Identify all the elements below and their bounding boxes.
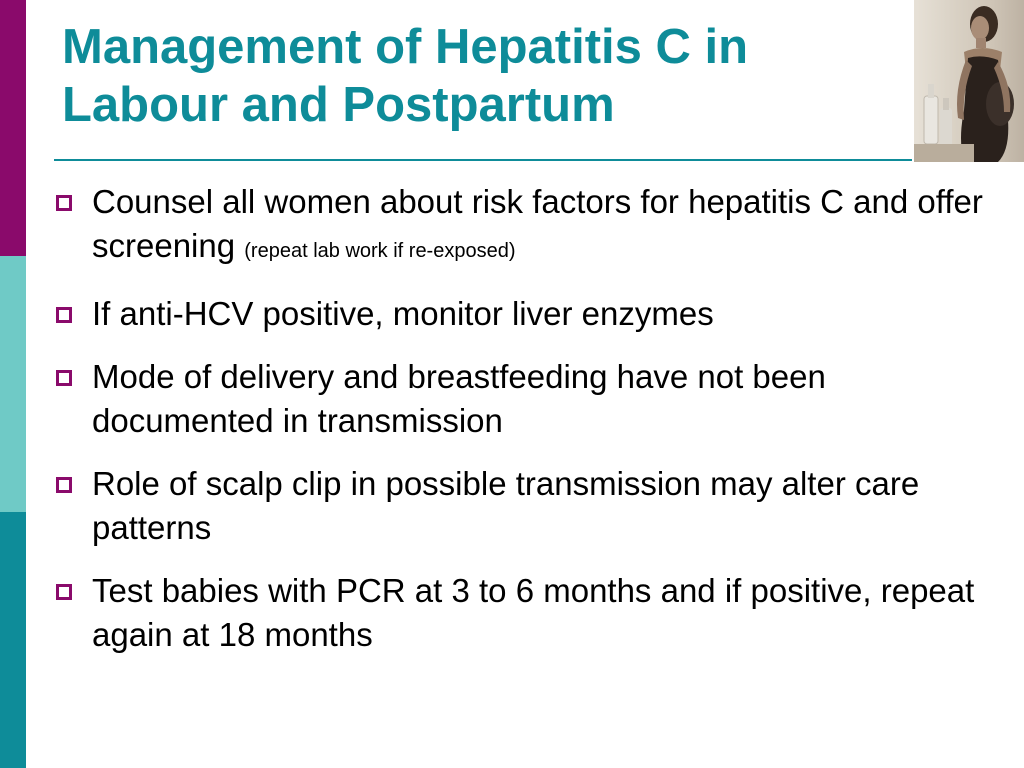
bullet-square-icon bbox=[56, 307, 72, 323]
bullet-item bbox=[54, 180, 984, 273]
bullet-item bbox=[54, 569, 984, 657]
bullet-text: Counsel all women about risk factors for hepatitis C and offer screening bbox=[92, 183, 983, 264]
title-divider bbox=[54, 159, 912, 161]
sidebar-stripe-light-teal bbox=[0, 256, 26, 512]
bullet-note: (repeat lab work if re-exposed) bbox=[244, 240, 516, 262]
bullet-list bbox=[54, 180, 984, 676]
bullet-square-icon bbox=[56, 584, 72, 600]
bullet-text: Mode of delivery and breastfeeding have not been documented in transmission bbox=[92, 358, 826, 439]
sidebar-stripe-teal bbox=[0, 512, 26, 768]
bullet-square-icon bbox=[56, 370, 72, 386]
bullet-item bbox=[54, 462, 984, 550]
pregnant-woman-photo bbox=[914, 0, 1024, 162]
bullet-text: Role of scalp clip in possible transmission may alter care patterns bbox=[92, 465, 920, 546]
bullet-item bbox=[54, 355, 984, 443]
bullet-item bbox=[54, 292, 984, 336]
slide-title: Management of Hepatitis C in Labour and Postpartum bbox=[62, 20, 749, 132]
bullet-text: If anti-HCV positive, monitor liver enzymes bbox=[92, 295, 714, 332]
sidebar-stripe-purple bbox=[0, 0, 26, 256]
bullet-square-icon bbox=[56, 195, 72, 211]
bullet-square-icon bbox=[56, 477, 72, 493]
bullet-text: Test babies with PCR at 3 to 6 months and if positive, repeat again at 18 months bbox=[92, 572, 975, 653]
